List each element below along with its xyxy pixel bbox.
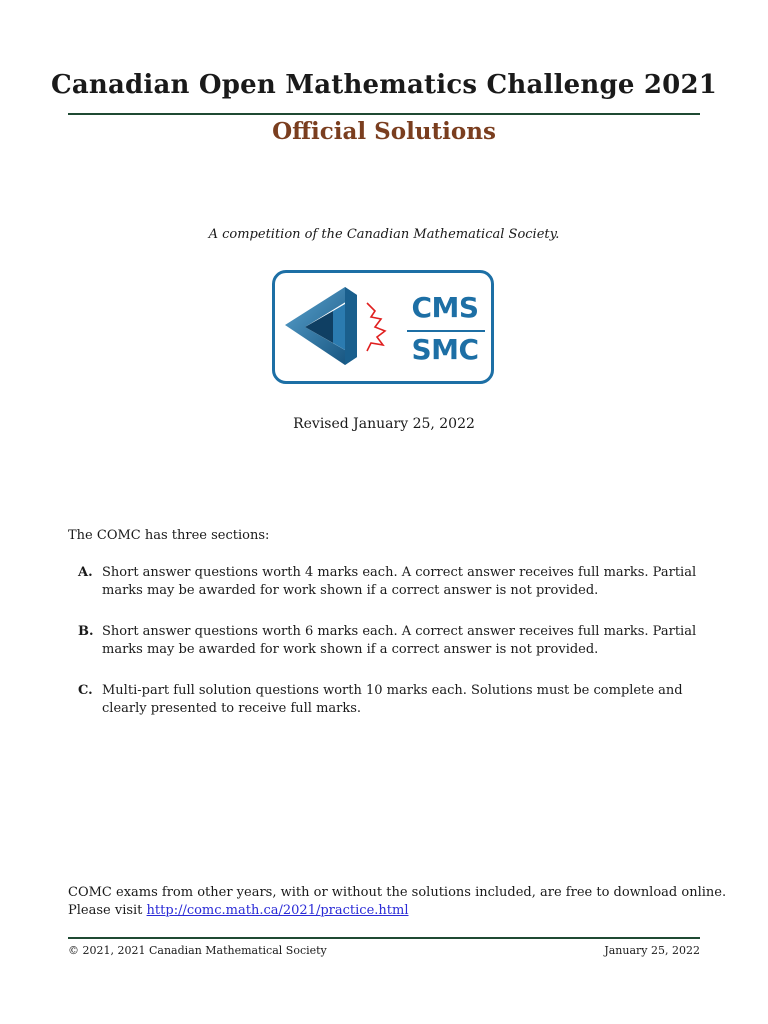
revised-date: Revised January 25, 2022 (293, 416, 475, 432)
copyright-text: © 2021, 2021 Canadian Mathematical Society (68, 944, 327, 957)
section-text: Short answer questions worth 4 marks each. A correct answer receives full marks. Partial marks may be awarded for work shown if a correct answer is not provided. (102, 565, 697, 598)
download-note-line: COMC exams from other years, with or without the solutions included, are free to download online. (68, 885, 727, 900)
section-letter: B. (78, 624, 94, 639)
download-note (68, 884, 726, 920)
section-text: Short answer questions worth 6 marks each. A correct answer receives full marks. Partial marks may be awarded for work shown if a correct answer is not provided. (102, 624, 697, 657)
visit-prefix: Please visit (68, 903, 147, 918)
logo-divider (407, 330, 485, 332)
tagline: A competition of the Canadian Mathematical Society. (208, 227, 560, 242)
sections-intro: The COMC has three sections: (68, 528, 270, 543)
logo-smc-text: SMC (411, 333, 479, 366)
page-subtitle: Official Solutions (272, 118, 496, 145)
download-note-visit (68, 902, 726, 920)
header-rule (68, 113, 700, 115)
footer-date: January 25, 2022 (604, 944, 700, 957)
logo-cms-text: CMS (411, 291, 479, 324)
section-letter: A. (78, 565, 93, 580)
practice-link[interactable]: http://comc.math.ca/2021/practice.html (146, 903, 409, 918)
section-text: Multi-part full solution questions worth 10 marks each. Solutions must be complete and clearly presented to receive full marks. (102, 683, 683, 716)
page-title: Canadian Open Mathematics Challenge 2021 (50, 70, 718, 100)
footer-rule (68, 937, 700, 939)
cms-smc-logo (272, 270, 494, 384)
section-letter: C. (78, 683, 93, 698)
